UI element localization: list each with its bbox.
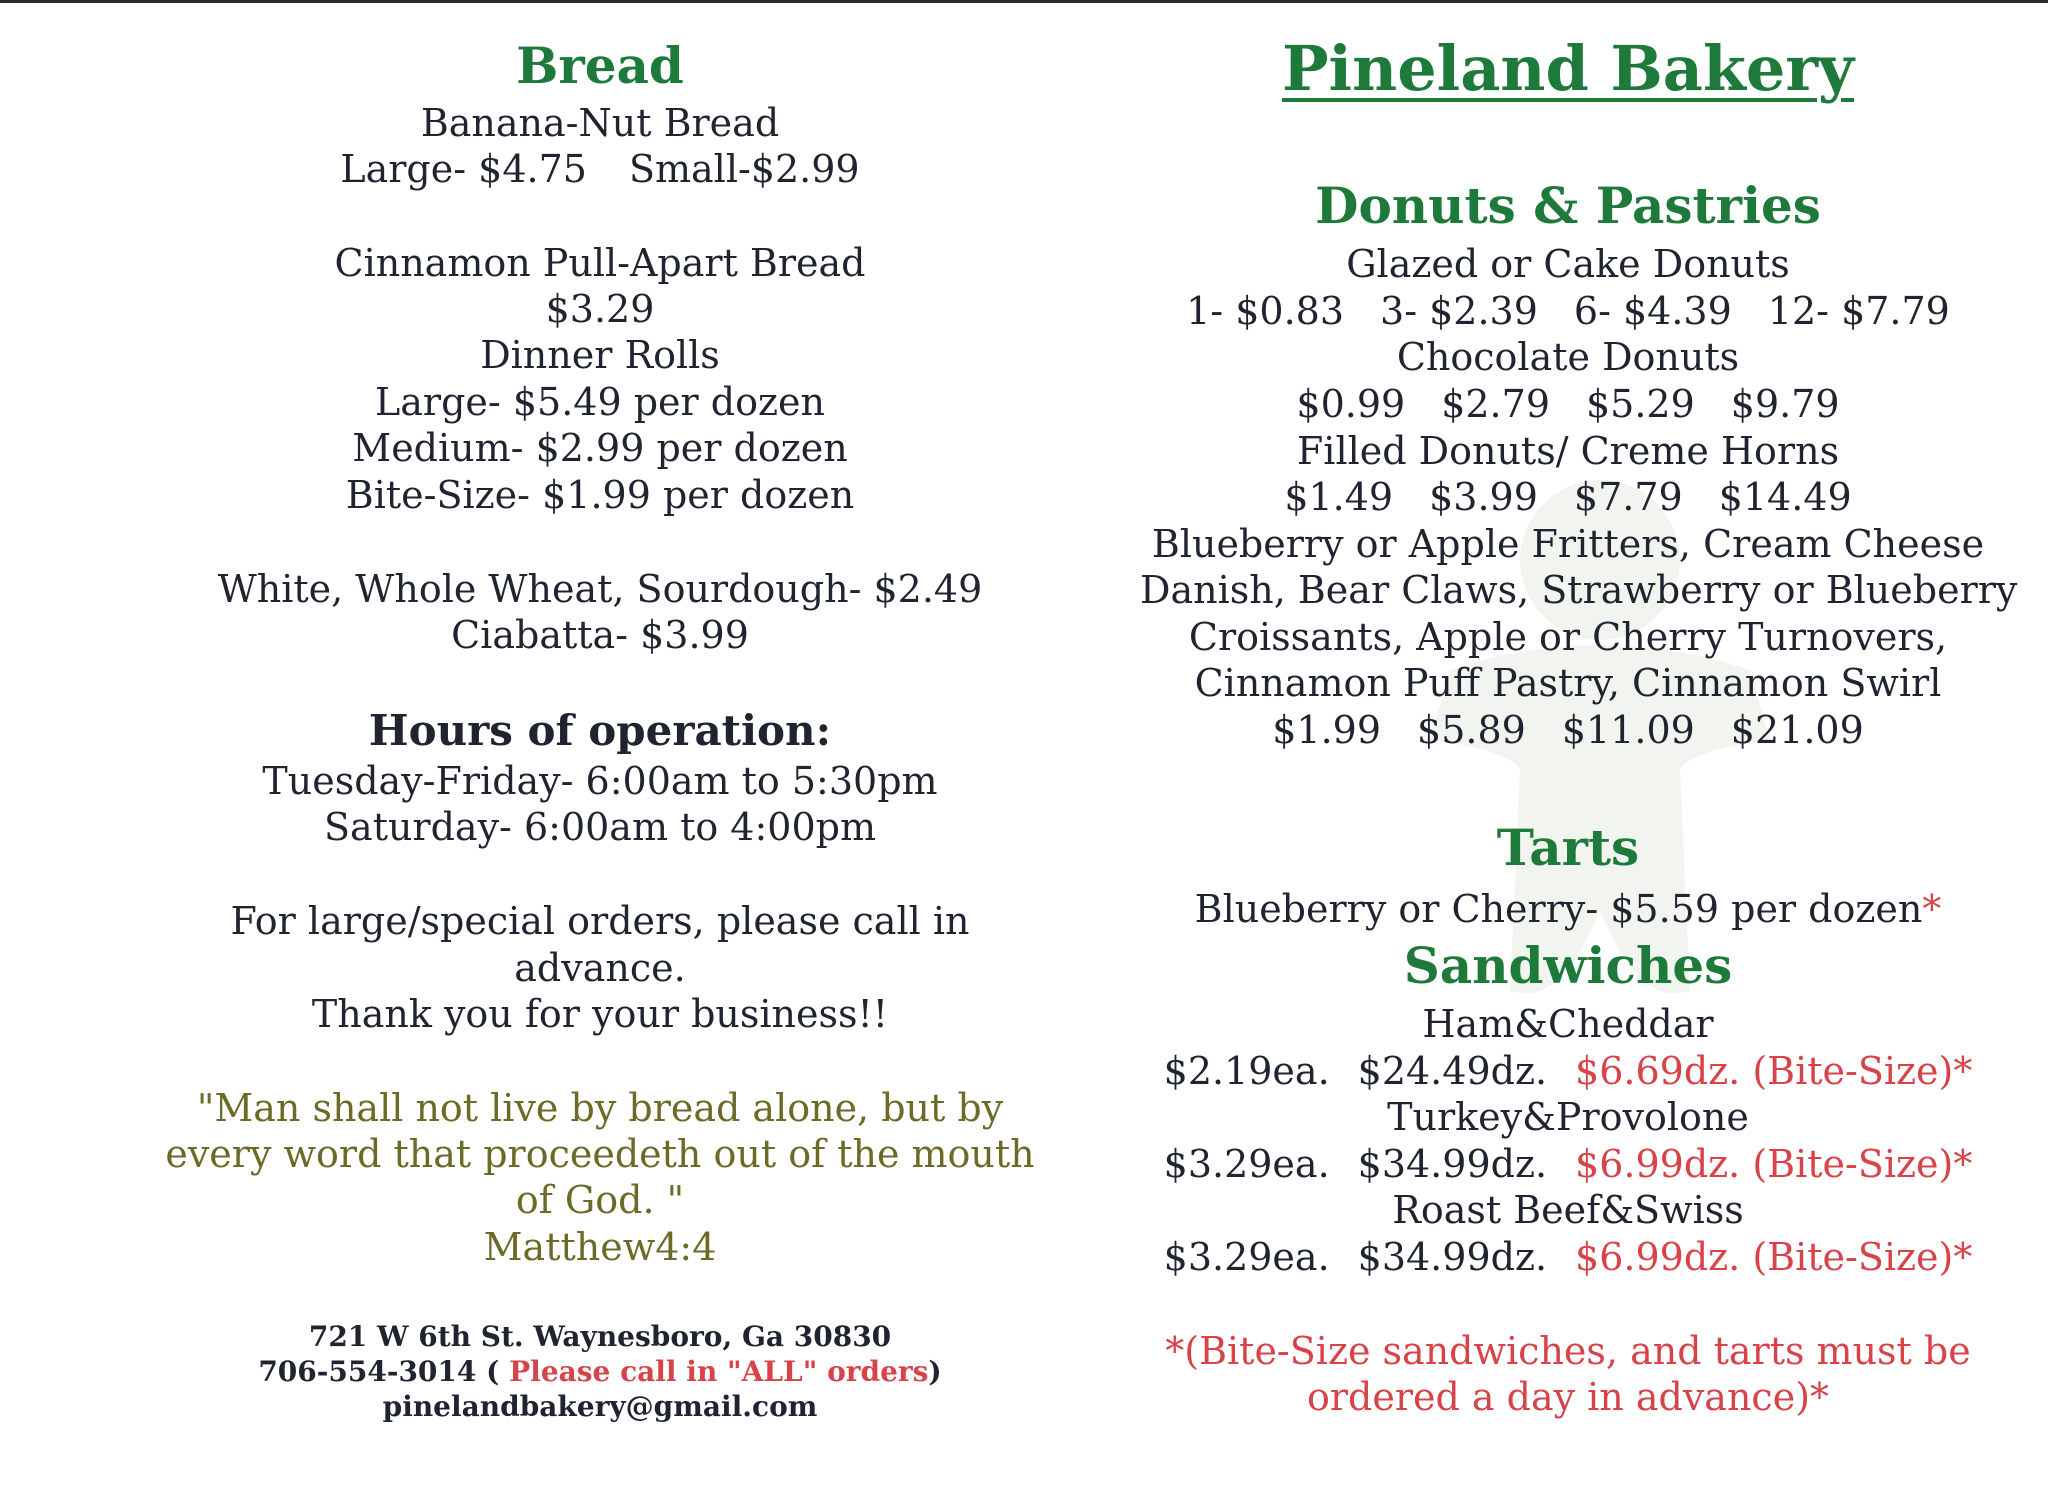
orders-line-1: For large/special orders, please call in: [230, 899, 970, 943]
dozen-price: $34.99dz.: [1357, 1142, 1548, 1186]
footnote-line-2: ordered a day in advance)*: [1306, 1375, 1830, 1419]
each-price: $3.29ea.: [1163, 1235, 1330, 1279]
price: 1- $0.83: [1186, 289, 1345, 333]
phone-close-paren: ): [928, 1355, 942, 1388]
thank-you-line: Thank you for your business!!: [311, 992, 889, 1036]
bite-size-price: $6.69dz. (Bite-Size)*: [1575, 1049, 1973, 1093]
hours-heading: Hours of operation:: [368, 706, 832, 755]
price: $7.79: [1573, 475, 1683, 519]
dozen-price: $34.99dz.: [1357, 1235, 1548, 1279]
tarts-line: [1140, 886, 1996, 932]
price: 6- $4.39: [1573, 289, 1732, 333]
banana-large-price: Large- $4.75: [340, 147, 587, 191]
donuts-pastries-heading: Donuts & Pastries: [1315, 176, 1821, 235]
tarts-text: Blueberry or Cherry- $5.59 per dozen: [1194, 887, 1923, 931]
quote-line-3: of God. ": [515, 1178, 685, 1222]
bread-heading: Bread: [516, 36, 684, 95]
price: $0.99: [1296, 382, 1406, 426]
phone-line: [0, 1355, 1200, 1389]
sandwich-name-turkey-provolone: Turkey&Provolone: [1387, 1095, 1749, 1139]
bakery-title: [1140, 34, 1996, 104]
each-price: $3.29ea.: [1163, 1142, 1330, 1186]
cinnamon-bread-name: Cinnamon Pull-Apart Bread: [334, 241, 866, 285]
hours-weekday: Tuesday-Friday- 6:00am to 5:30pm: [262, 759, 938, 803]
glazed-donuts-prices: [1140, 288, 1996, 334]
top-border: [0, 0, 2048, 3]
banana-nut-bread-name: Banana-Nut Bread: [420, 101, 780, 145]
price: 12- $7.79: [1767, 289, 1950, 333]
price: $1.49: [1284, 475, 1394, 519]
quote-reference: Matthew4:4: [483, 1225, 717, 1269]
banana-nut-bread-prices: [0, 146, 1200, 192]
price: $5.89: [1417, 708, 1526, 752]
chocolate-donuts-name: Chocolate Donuts: [1396, 335, 1740, 379]
price: $21.09: [1730, 708, 1864, 752]
footnote-line-1: *(Bite-Size sandwiches, and tarts must be: [1165, 1329, 1971, 1373]
cinnamon-bread-price: $3.29: [545, 287, 655, 331]
price: $11.09: [1561, 708, 1695, 752]
filled-donuts-name: Filled Donuts/ Creme Horns: [1296, 429, 1840, 473]
price: $1.99: [1272, 708, 1382, 752]
dozen-price: $24.49dz.: [1357, 1049, 1548, 1093]
bite-size-price: $6.99dz. (Bite-Size)*: [1575, 1235, 1973, 1279]
dinner-rolls-name: Dinner Rolls: [480, 333, 720, 377]
each-price: $2.19ea.: [1163, 1049, 1330, 1093]
banana-small-price: Small-$2.99: [628, 147, 860, 191]
price: 3- $2.39: [1380, 289, 1538, 333]
price: $9.79: [1730, 382, 1840, 426]
sandwich-prices-roast-beef-swiss: [1140, 1234, 1996, 1280]
glazed-donuts-name: Glazed or Cake Donuts: [1346, 242, 1790, 286]
pastries-line-2: Danish, Bear Claws, Strawberry or Blueberry: [1140, 568, 2018, 612]
tarts-asterisk: *: [1922, 887, 1942, 931]
dinner-rolls-medium: Medium- $2.99 per dozen: [352, 426, 848, 470]
pastries-line-1: Blueberry or Apple Fritters, Cream Cheese: [1151, 522, 1985, 566]
sandwich-name-roast-beef-swiss: Roast Beef&Swiss: [1392, 1188, 1744, 1232]
address-line: 721 W 6th St. Waynesboro, Ga 30830: [308, 1320, 892, 1353]
orders-line-2: advance.: [514, 946, 686, 990]
filled-donuts-prices: [1140, 474, 1996, 520]
quote-line-1: "Man shall not live by bread alone, but by: [196, 1086, 1004, 1130]
price: $14.49: [1718, 475, 1852, 519]
quote-line-2: every word that proceedeth out of the mouth: [165, 1132, 1035, 1176]
pastries-line-4: Cinnamon Puff Pastry, Cinnamon Swirl: [1194, 661, 1942, 705]
price: $5.29: [1586, 382, 1695, 426]
bite-size-price: $6.99dz. (Bite-Size)*: [1575, 1142, 1973, 1186]
sandwich-prices-ham-cheddar: [1140, 1048, 1996, 1094]
sandwiches-heading: Sandwiches: [1403, 936, 1733, 995]
pastries-line-3: Croissants, Apple or Cherry Turnovers,: [1188, 615, 1948, 659]
price: $2.79: [1441, 382, 1550, 426]
price: $3.99: [1429, 475, 1538, 519]
pastries-prices: [1140, 707, 1996, 753]
email-line: pinelandbakery@gmail.com: [382, 1390, 818, 1423]
ciabatta-line: Ciabatta- $3.99: [451, 613, 749, 657]
sandwich-name-ham-cheddar: Ham&Cheddar: [1422, 1002, 1714, 1046]
bakery-title-text: Pineland Bakery: [1281, 32, 1855, 105]
tarts-heading: Tarts: [1496, 818, 1640, 877]
phone-number: 706-554-3014 (: [258, 1355, 500, 1388]
hours-saturday: Saturday- 6:00am to 4:00pm: [324, 805, 876, 849]
sandwich-prices-turkey-provolone: [1140, 1141, 1996, 1187]
chocolate-donuts-prices: [1140, 381, 1996, 427]
dinner-rolls-large: Large- $5.49 per dozen: [375, 380, 825, 424]
phone-note: Please call in "ALL" orders: [499, 1355, 929, 1388]
dinner-rolls-bite-size: Bite-Size- $1.99 per dozen: [345, 473, 855, 517]
loaves-line: White, Whole Wheat, Sourdough- $2.49: [217, 567, 983, 611]
